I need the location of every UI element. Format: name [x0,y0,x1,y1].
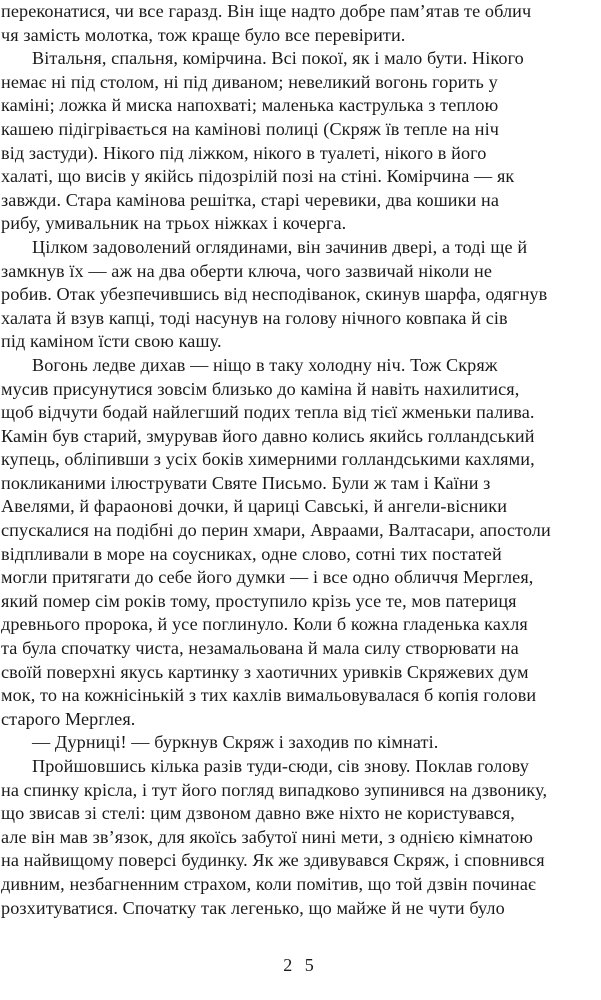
text-line: старого Мерглея. [1,708,136,729]
text-line: спускалися на подібні до перин хмари, Авраами, Валтасари, апостоли [1,520,551,541]
text-line: на спинку крісла, і тут його погляд випадково зупинився на дзвонику, [1,779,548,800]
text-line: купець, обліпивши з усіх боків химерними голландськими кахлями, [1,449,535,470]
text-line: Пройшовшись кілька разів туди-сюди, сів знову. Поклав голову [32,756,529,776]
text-line: дивним, незбагненним страхом, коли помітив, що той дзвін починає [1,873,536,894]
text-line: на найвищому поверсі будинку. Як же здивувався Скряж, і сповнився [1,850,545,871]
text-line: халаті, що висів у якійсь підозрілій позі на стіні. Комірчина — як [1,166,515,187]
text-line: від застуди). Нікого під ліжком, нікого в туалеті, нікого в його [1,142,487,163]
page-number: 2 5 [283,955,318,975]
text-line: замкнув їх — аж на два оберти ключа, чого зазвичай ніколи не [1,260,492,281]
text-line: робив. Отак убезпечившись від несподіванок, скинув шарфа, одягнув [1,284,548,305]
text-line: мок, то на кожнісінькій з тих кахлів вимальовувалася б копія голови [1,685,537,706]
text-line: мусив присунутися зовсім близько до каміна й навіть нахилитися, [1,378,520,399]
text-line: розхитуватися. Спочатку так легенько, що майже й не чути було [1,897,505,918]
text-line: що звисав зі стелі: цим дзвоном давно вже ніхто не користувався, [1,803,515,824]
text-line: Вітальня, спальня, комірчина. Всі покої, як і мало бути. Нікого [32,48,524,69]
text-line: під каміном їсти свою кашу. [1,331,222,352]
text-line: Камін був старий, змурував його давно колись якийсь голландський [1,425,535,446]
text-line: та була спочатку чиста, незамальована й мала силу створювати на [1,638,519,659]
text-line: своїй поверхні якусь картинку з хаотичних уривків Скряжевих дум [1,661,529,682]
text-line: — Дурниці! — буркнув Скряж і заходив по кімнаті. [32,732,439,753]
text-line: рибу, умивальник на трьох ніжках і кочерга. [1,213,347,234]
text-line: щоб відчути бодай найлегший подих тепла від тієї жменьки палива. [1,402,535,423]
text-line: немає ні під столом, ні під диваном; невеликий вогонь горить у [1,71,498,92]
text-line: Цілком задоволений оглядинами, він зачинив двері, а тоді ще й [32,236,528,257]
text-line: кашею підігрівається на камінові полиці (Скряж їв тепле на ніч [1,118,500,139]
text-line: халата й взув капці, тоді насунув на голову нічного ковпака й сів [1,307,508,328]
text-line: відпливали в море на соусниках, одне слово, сотні тих постатей [1,543,502,564]
text-line: завжди. Стара камінова решітка, старі черевики, два кошики на [1,189,500,210]
text-line: могли притягати до себе його думки — і все одно обличчя Мерглея, [1,567,534,588]
text-line: Авелями, й фараонові дочки, й цариці Савські, й ангели-вісники [1,496,508,517]
text-line: який помер сім років тому, проступило крізь усе те, мов патериця [1,590,517,611]
text-line: каміні; ложка й миска напохваті; маленька каструлька з теплою [1,95,499,116]
text-line: чя замість молотка, тож краще було все перевірити. [1,24,406,45]
text-line: Вогонь ледве дихав — ніщо в таку холодну ніч. Тож Скряж [32,354,498,375]
text-line: але він мав зв’язок, для якоїсь забутої нині мети, з однією кімнатою [1,826,533,847]
text-line: переконатися, чи все гаразд. Він іще надто добре пам’ятав те облич [1,1,532,21]
text-line: покликаними ілюструвати Святе Письмо. Були ж там і Каїни з [1,472,491,493]
text-line: древнього пророка, й усе поглинуло. Коли б кожна гладенька кахля [1,614,528,635]
